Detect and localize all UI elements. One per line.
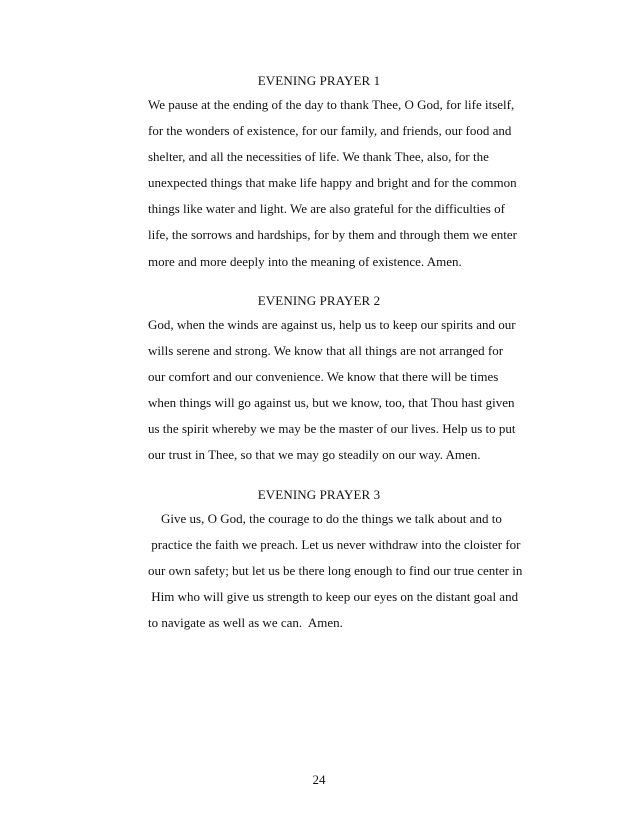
prayer-2-line-2: wills serene and strong. We know that all things are not arranged for	[148, 343, 504, 358]
prayer-1-line-5: things like water and light. We are also grateful for the difficulties of	[148, 201, 505, 216]
prayer-3-line-2: practice the faith we preach. Let us never withdraw into the cloister for	[148, 537, 521, 552]
prayer-1-line-3: shelter, and all the necessities of life. We thank Thee, also, for the	[148, 149, 489, 164]
prayer-3-line-3: our own safety; but let us be there long enough to find our true center in	[148, 563, 523, 578]
prayer-1-line-4: unexpected things that make life happy and bright and for the common	[148, 175, 517, 190]
prayer-2-line-5: us the spirit whereby we may be the master of our lives. Help us to put	[148, 421, 516, 436]
prayer-2-line-6: our trust in Thee, so that we may go steadily on our way. Amen.	[148, 447, 481, 462]
prayer-2-line-3: our comfort and our convenience. We know that there will be times	[148, 369, 499, 384]
prayer-3-title: EVENING PRAYER 3	[257, 487, 381, 502]
prayer-1-line-2: for the wonders of existence, for our family, and friends, our food and	[148, 123, 512, 138]
prayer-1-title: EVENING PRAYER 1	[257, 73, 381, 88]
prayer-3-line-4: Him who will give us strength to keep our eyes on the distant goal and	[148, 589, 519, 604]
prayer-2-title: EVENING PRAYER 2	[257, 293, 381, 308]
prayer-1-line-1: We pause at the ending of the day to thank Thee, O God, for life itself,	[148, 97, 515, 112]
prayer-2-line-4: when things will go against us, but we know, too, that Thou hast given	[148, 395, 515, 410]
page-number: 24	[312, 772, 326, 787]
prayer-1-line-6: life, the sorrows and hardships, for by them and through them we enter	[148, 227, 517, 242]
prayer-2-line-1: God, when the winds are against us, help us to keep our spirits and our	[148, 317, 516, 332]
prayer-3-line-5: to navigate as well as we can. Amen.	[148, 615, 343, 630]
prayer-3-line-1: Give us, O God, the courage to do the things we talk about and to	[148, 511, 502, 526]
prayer-1-line-7: more and more deeply into the meaning of existence. Amen.	[148, 254, 462, 269]
